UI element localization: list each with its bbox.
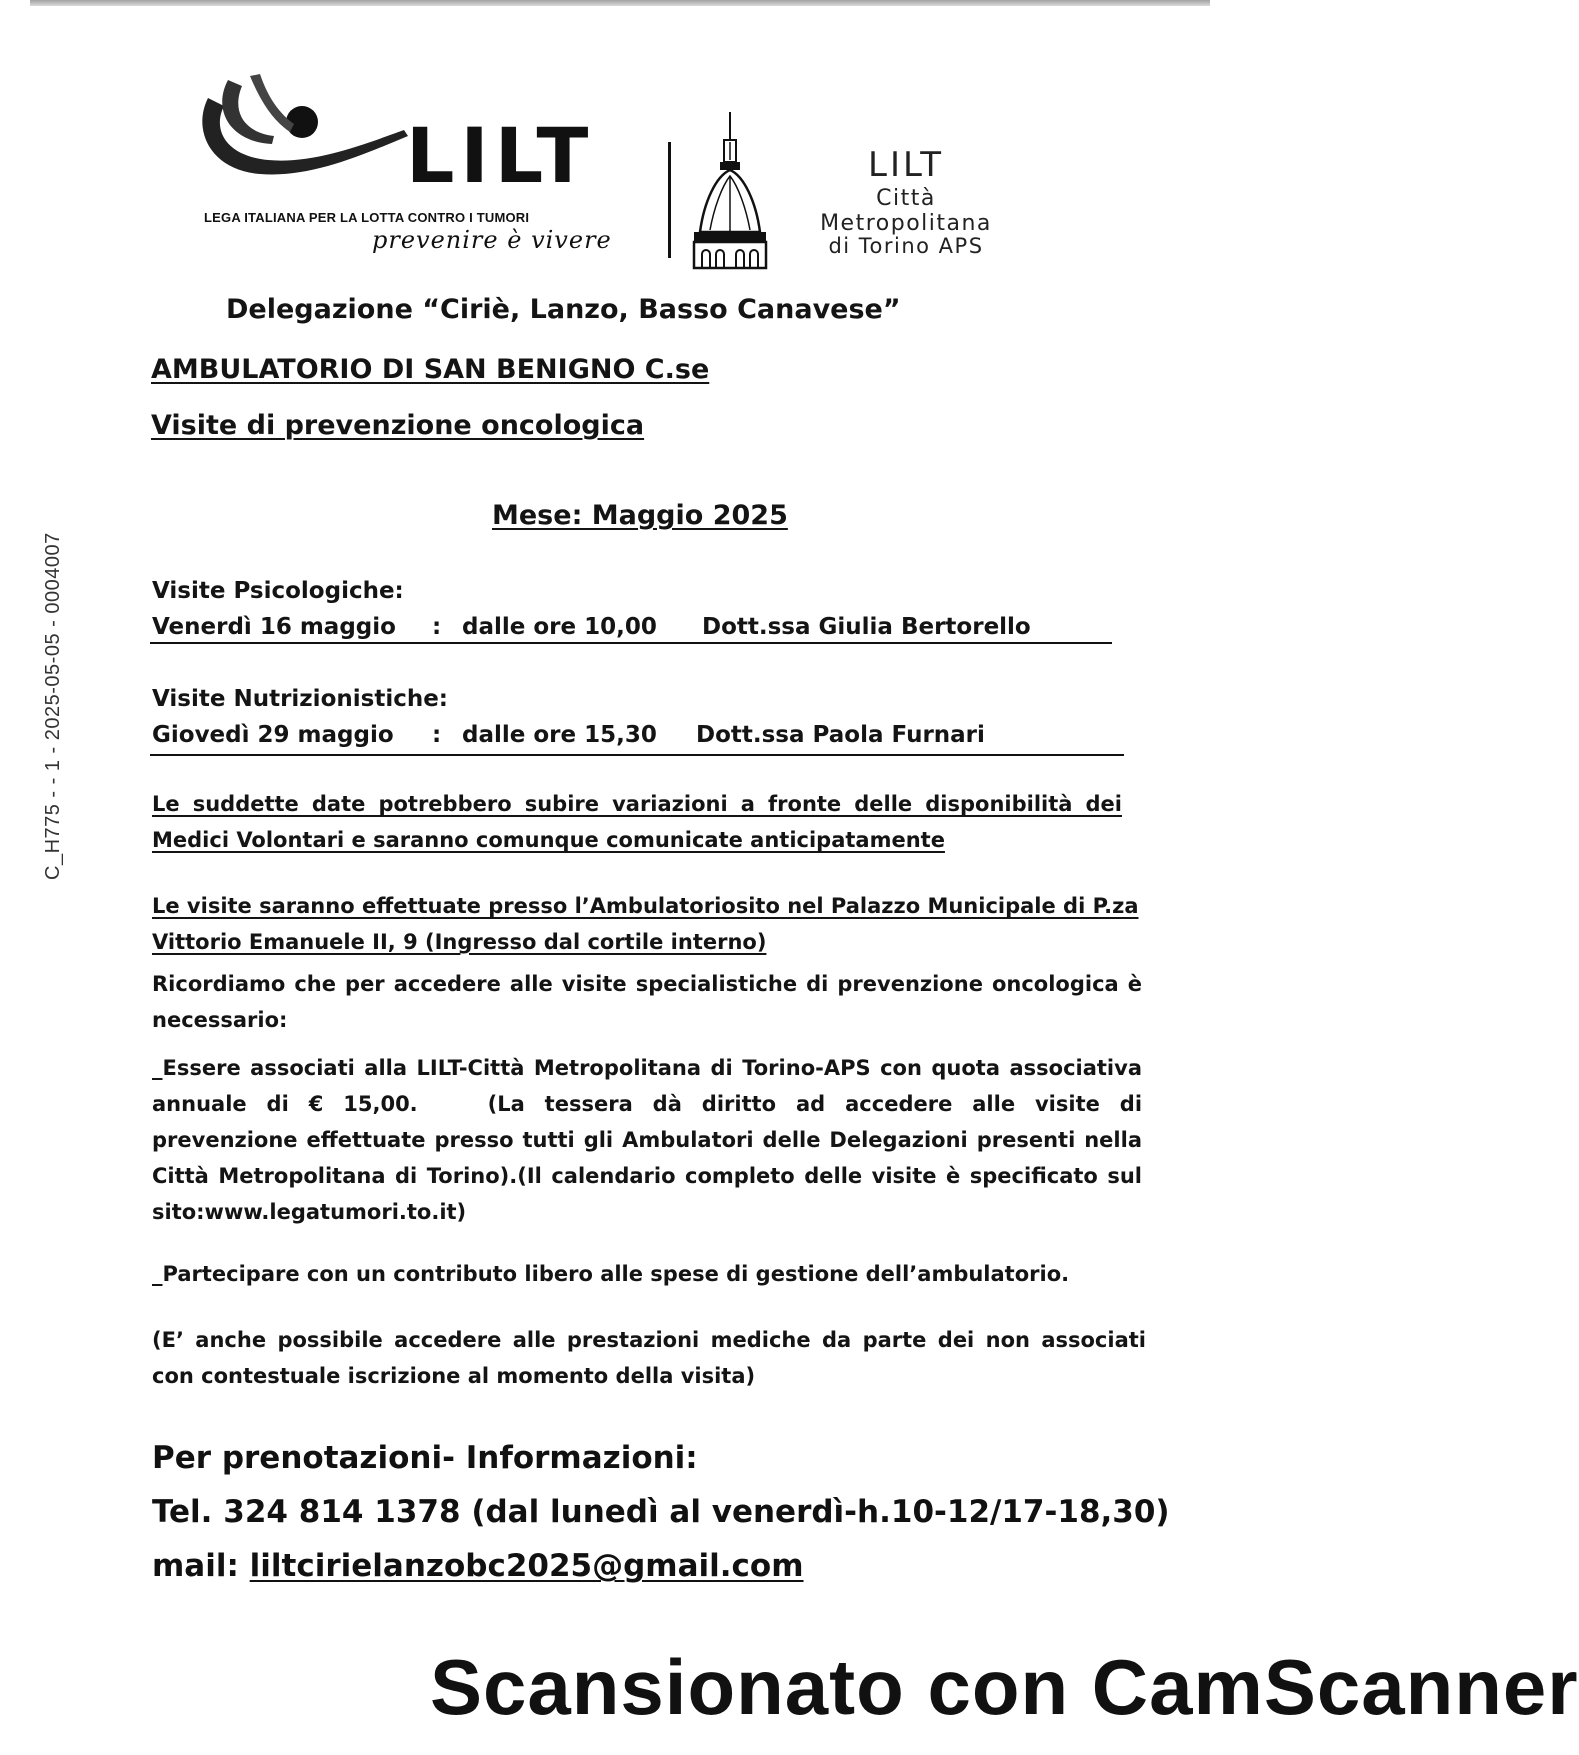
nutri-heading: Visite Nutrizionistiche: <box>152 686 449 712</box>
nutri-underline <box>150 754 1124 756</box>
psych-separator: : <box>432 614 442 640</box>
membership-card-note: (La tessera dà diritto ad accedere alle visite di prevenzione effettuate presso tutti gli Ambulatori delle Delegazioni presenti nella Città Metropolitana di Torino).(Il calendario completo delle visite è specificato sul sito:www.legatumori.to.it) <box>152 1092 1143 1224</box>
scan-top-edge <box>30 0 1210 6</box>
lilt-motto: prevenire è vivere <box>372 226 612 254</box>
requirement-membership <box>152 1050 1142 1230</box>
camscanner-watermark <box>430 1643 1579 1736</box>
requirements-intro: Ricordiamo che per accedere alle visite specialistiche di prevenzione oncologica è necessario: <box>152 972 1142 1032</box>
email-link[interactable]: liltcirielanzobc2025@gmail.com <box>249 1548 804 1584</box>
ambulatorio-title: AMBULATORIO DI SAN BENIGNO C.se <box>151 354 710 385</box>
location-info: Le visite saranno effettuate presso l’Ambulatoriosito nel Palazzo Municipale di P.za Vittorio Emanuele II, 9 (Ingresso dal cortile interno) <box>152 894 1139 954</box>
lilt-swoosh-logo <box>190 70 410 190</box>
lilt-wordmark: LILT <box>406 111 595 200</box>
nutri-day: Giovedì 29 maggio <box>152 722 394 748</box>
org-name-line2: di Torino APS <box>828 234 984 258</box>
mail-label: mail: <box>152 1548 250 1584</box>
psych-underline <box>150 642 1112 644</box>
org-name-line1: Città Metropolitana <box>820 186 992 236</box>
protocol-code: C_H775 - - 1 - 2025-05-05 - 0004007 <box>42 532 64 880</box>
nutri-separator: : <box>432 722 442 748</box>
month-heading: Mese: Maggio 2025 <box>492 500 788 531</box>
visits-subtitle: Visite di prevenzione oncologica <box>151 410 645 441</box>
requirement-contribution: _Partecipare con un contributo libero alle spese di gestione dell’ambulatorio. <box>152 1262 1070 1286</box>
non-members-note: (E’ anche possibile accedere alle prestazioni mediche da parte dei non associati con contestuale iscrizione al momento della visita) <box>152 1328 1146 1388</box>
psych-doctor: Dott.ssa Giulia Bertorello <box>702 614 1031 640</box>
nutri-doctor: Dott.ssa Paola Furnari <box>696 722 985 748</box>
psych-time: dalle ore 10,00 <box>462 614 657 640</box>
mole-antonelliana-icon <box>690 112 770 272</box>
lilt-tagline: LEGA ITALIANA PER LA LOTTA CONTRO I TUMORI <box>204 210 530 225</box>
booking-phone: Tel. 324 814 1378 (dal lunedì al venerdì-h.10-12/17-18,30) <box>152 1494 1170 1530</box>
camscanner-watermark-text: Scansionato con CamScanner <box>430 1643 1579 1731</box>
booking-mail-line <box>152 1548 804 1584</box>
org-short-name: LILT <box>868 145 944 185</box>
psych-day: Venerdì 16 maggio <box>152 614 396 640</box>
requirement-membership-text: _Essere associati alla LILT-Città Metropolitana di Torino-APS con quota associativa annuale di € 15,00. <box>152 1056 1142 1116</box>
org-name-block <box>786 145 1026 258</box>
psych-heading: Visite Psicologiche: <box>152 578 404 604</box>
schedule-notice: Le suddette date potrebbero subire variazioni a fronte delle disponibilità dei Medici Volontari e saranno comunque comunicate anticipatamente <box>152 792 1122 852</box>
header-divider <box>668 142 671 258</box>
delegation-title: Delegazione “Ciriè, Lanzo, Basso Canavese” <box>226 294 901 325</box>
booking-heading: Per prenotazioni- Informazioni: <box>152 1440 698 1476</box>
nutri-time: dalle ore 15,30 <box>462 722 657 748</box>
